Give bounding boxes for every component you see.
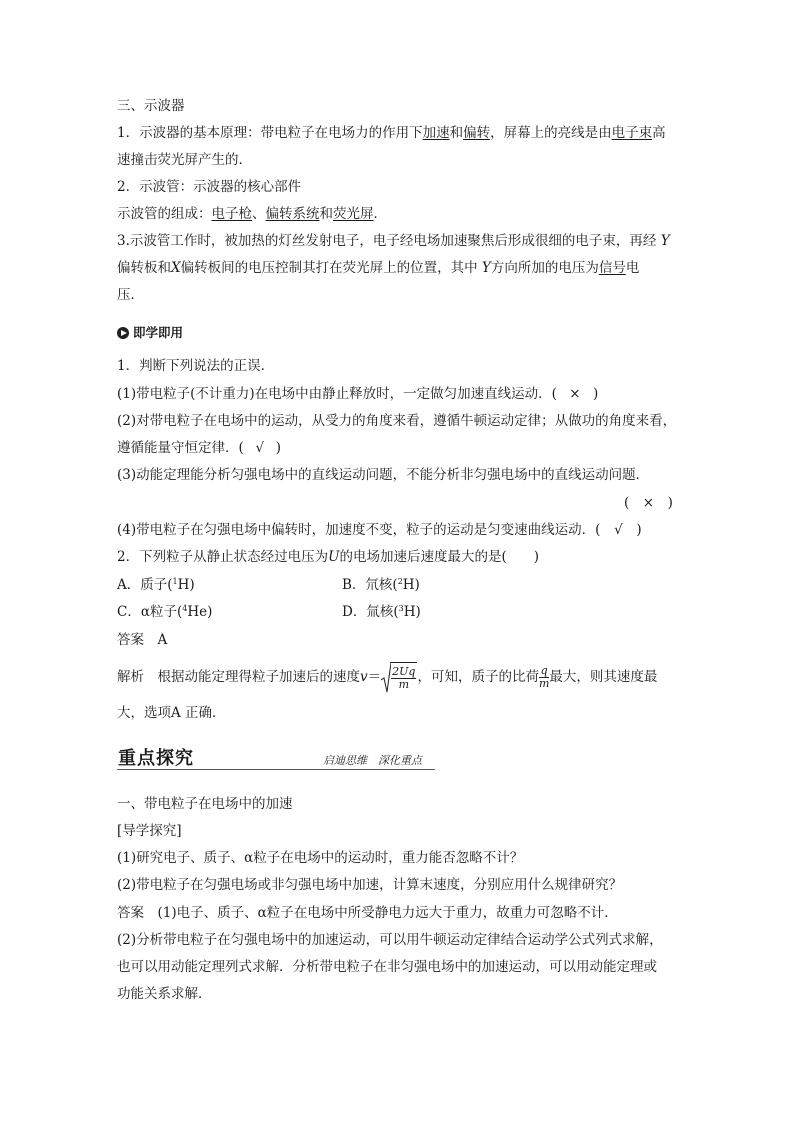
text: (2)带电粒子在匀强电场或非匀强电场中加速，计算末速度，分别应用什么规律研究？: [117, 877, 623, 893]
text: (2)分析带电粒子在匀强电场中的加速运动，可以用牛顿运动定律结合运动学公式列式求解，: [117, 932, 663, 948]
statement-3-mark: ( × ): [624, 495, 673, 511]
text: 一、带电粒子在电场中的加速: [117, 796, 293, 812]
variable: Y: [660, 233, 670, 249]
section-title-oscilloscope: [117, 97, 185, 115]
guide-question-2: [117, 876, 622, 894]
text: ): [636, 522, 642, 538]
text: ，屏幕上的亮线是由: [490, 125, 612, 141]
fraction-denominator: m: [398, 678, 410, 691]
text: H): [177, 577, 195, 593]
text: B．氘核(: [342, 577, 398, 593]
section-title-acceleration: [117, 795, 293, 813]
option-a: [117, 576, 195, 596]
guide-answer-2-line1: [117, 931, 663, 949]
judgement-mark: √: [614, 522, 623, 538]
underlined-term: 电子枪: [211, 206, 252, 222]
text: H): [403, 604, 421, 620]
answer-value: A: [157, 632, 168, 648]
fraction-denominator: m: [538, 677, 550, 690]
text: 3.示波管工作时，被加热的灯丝发射电子，电子经电场加速聚焦后形成很细的电子束，再经: [117, 233, 657, 249]
text: ＝: [367, 669, 382, 685]
text: 高: [652, 125, 666, 141]
text: (3)动能定理能分析匀强电场中的直线运动问题，不能分析非匀强电场中的直线运动问题．: [117, 467, 650, 483]
paragraph-tube: [117, 178, 301, 196]
section-banner-title: 重点探究: [118, 748, 194, 769]
text: 1．示波器的基本原理：带电粒子在电场力的作用下: [117, 125, 423, 141]
answer-label: 答案: [117, 632, 144, 648]
mass-number: 4: [182, 604, 188, 613]
statement-1: [117, 385, 598, 403]
variable: v: [360, 669, 368, 685]
text: 根据动能定理得粒子加速后的速度: [157, 669, 360, 685]
text: (1)研究电子、质子、α粒子在电场中的运动时，重力能否忽略不计？: [117, 850, 524, 866]
banner-divider: [117, 769, 435, 770]
text: C．α粒子(: [117, 604, 183, 620]
analysis-line2: [117, 704, 226, 722]
underlined-term: 加速: [422, 125, 450, 141]
variable: X: [171, 260, 181, 276]
variable: Y: [481, 260, 491, 276]
text: 示波管的组成：: [117, 206, 212, 222]
analysis-line1: [117, 662, 657, 693]
text: H): [402, 577, 420, 593]
practice-header-text: 即学即用: [133, 325, 184, 340]
text: 最大，则其速度最: [549, 669, 658, 685]
text: 1．判断下列说法的正误．: [117, 358, 275, 374]
guide-question-1: [117, 849, 523, 867]
text: 大，选项A 正确．: [117, 705, 226, 721]
text: D．氚核(: [342, 604, 399, 620]
question-2: [117, 548, 539, 566]
text: 电: [625, 260, 640, 276]
mass-number: 2: [397, 577, 403, 586]
paragraph-work-line2: [117, 259, 639, 277]
paragraph-work-line1: [117, 232, 670, 250]
option-d: [342, 603, 421, 623]
paragraph-work-line3: [117, 286, 144, 304]
text: 的电场加速后速度最大的是( ): [339, 549, 540, 565]
text: 2．下列粒子从静止状态经过电压为: [117, 549, 329, 565]
answer-label: 答案: [117, 905, 144, 921]
paragraph-principle-line1: [117, 124, 666, 142]
statement-4: [117, 521, 642, 539]
text: (1)带电粒子(不计重力)在电场中由静止释放时，一定做匀加速直线运动．(: [117, 386, 557, 402]
text: 遵循能量守恒定律．(: [117, 440, 244, 456]
text: (1)电子、质子、α粒子在电场中所受静电力远大于重力，故重力可忽略不计．: [157, 905, 618, 921]
option-b: [342, 576, 420, 596]
variable: U: [328, 549, 340, 565]
statement-2-line2: [117, 439, 281, 457]
section-title-text: 三、示波器: [117, 98, 185, 114]
statement-3: [117, 466, 649, 484]
text: 速撞击荧光屏产生的．: [117, 152, 252, 168]
text: 和: [319, 206, 333, 222]
statement-2-line1: [117, 412, 676, 430]
text: 方向所加的电压为: [490, 260, 599, 276]
guide-label: [117, 822, 182, 840]
text: A．质子(: [117, 577, 173, 593]
judgement-mark: ×: [569, 386, 581, 402]
underlined-term: 电子束: [611, 125, 653, 141]
text: [导学探究]: [117, 823, 182, 839]
text: 偏转板和: [117, 260, 171, 276]
fraction-numerator: 2Uq: [392, 665, 416, 678]
sqrt-expression: [381, 662, 417, 693]
ratio-fraction: [539, 665, 549, 690]
text: ): [592, 386, 599, 402]
section-banner-subtitle: 启迪思维 深化重点: [323, 754, 422, 767]
underlined-term: 偏转: [463, 125, 491, 141]
text: 也可以用动能定理列式求解．分析带电粒子在非匀强电场中的加速运动，可以用动能定理或: [117, 959, 657, 975]
underlined-term: 荧光屏: [333, 206, 374, 222]
underlined-term: 信号: [598, 260, 626, 276]
mass-number: 3: [398, 604, 404, 613]
text: (4)带电粒子在匀强电场中偏转时，加速度不变，粒子的运动是匀变速曲线运动．(: [117, 522, 601, 538]
answer: [117, 631, 167, 649]
play-circle-icon: [117, 327, 129, 339]
guide-answer-1: [117, 904, 618, 922]
mass-number: 1: [172, 577, 178, 586]
text: 功能关系求解．: [117, 986, 212, 1002]
fraction-numerator: q: [540, 664, 548, 677]
paragraph-principle-line2: [117, 151, 252, 169]
text: ，可知，质子的比荷: [417, 669, 539, 685]
question-1: [117, 357, 274, 375]
text: ．: [373, 206, 387, 222]
text: 和: [449, 125, 464, 141]
analysis-label: 解析: [117, 669, 144, 685]
paragraph-tube-components: [117, 205, 387, 223]
judgement-mark: √: [255, 440, 265, 456]
practice-header: [117, 324, 183, 342]
guide-answer-2-line2: [117, 958, 657, 976]
text: 压．: [117, 287, 144, 303]
guide-answer-2-line3: [117, 985, 212, 1003]
text: 偏转板间的电压控制其打在荧光屏上的位置，其中: [180, 260, 478, 276]
text: 2．示波管：示波器的核心部件: [117, 179, 302, 195]
option-c: [117, 603, 212, 623]
text: ): [275, 440, 282, 456]
underlined-term: 偏转系统: [265, 206, 320, 222]
text: He): [187, 604, 213, 620]
text: 、: [252, 206, 266, 222]
text: (2)对带电粒子在电场中的运动，从受力的角度来看，遵循牛顿运动定律；从做功的角度来看，: [117, 413, 677, 429]
